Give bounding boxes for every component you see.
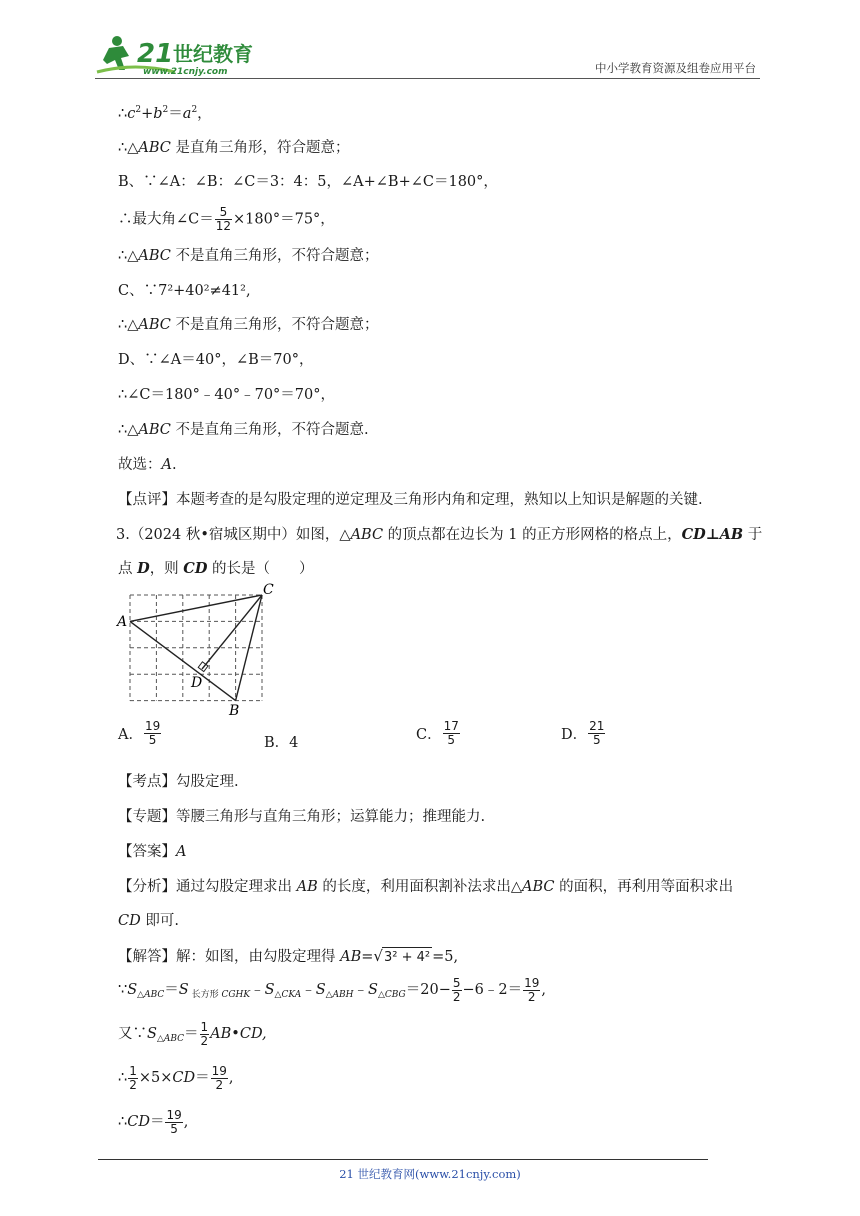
question-3-line-2: 点 D，则 CD 的长是（ ） (118, 560, 314, 577)
line-option-c: C、∵7²+40²≠41², (118, 283, 251, 299)
question-3-line-1: 3.（2024 秋•宿城区期中）如图，△ABC 的顶点都在边长为 1 的正方形网格的格点上，CD⊥AB 于 (116, 526, 763, 543)
line-area-half: 又$\because S_{\triangle ABC}=$ $\frac{1}{2}$ AB•CD, (118, 1019, 267, 1048)
grid-triangle-figure (115, 583, 285, 718)
page-header (95, 30, 760, 80)
line-max-angle: ∴最大角∠C＝ $\frac{5}{12}$ ×180°＝75°， (118, 205, 335, 233)
option-d[interactable]: D． $\frac{21}{5}$ (561, 719, 605, 747)
line-area-sum: $\because S_{\triangle ABC}=S$ $_{长方形 CGHK}﹣S_{\triangle CKA}﹣S_{\triangle ABH}﹣S_{\triangle CBG}=20-$ $\frac{5}{2}$ −6﹣2＝ $\frac{19}{2}$ , (118, 975, 546, 1004)
site-tagline: 中小学教育资源及组卷应用平台 (595, 61, 756, 75)
option-b[interactable]: B．4 (264, 735, 299, 751)
line-equation: ∴ $\frac{1}{2}$ ×5×CD＝ $\frac{19}{2}$ , (118, 1063, 234, 1092)
site-logo (95, 32, 265, 78)
line-zhuanti: 【专题】等腰三角形与直角三角形；运算能力；推理能力. (118, 809, 486, 825)
line-not-right-2: ∴△ABC 不是直角三角形，不符合题意； (118, 317, 379, 333)
logo-text: 世纪教育 (173, 42, 253, 66)
line-c2b2: $\therefore c^2+b^2=a^2$， (118, 105, 212, 122)
line-solution-ab: 【解答】解：如图，由勾股定理得 AB=√3² + 4² =5, (118, 946, 458, 968)
answer-options (118, 720, 718, 764)
option-c[interactable]: C． $\frac{17}{5}$ (416, 719, 459, 747)
line-answer: 【答案】A (118, 844, 187, 860)
line-option-d: D、∵∠A＝40°，∠B＝70°， (118, 352, 314, 368)
option-a[interactable]: A． $\frac{19}{5}$ (118, 719, 161, 747)
line-angle-c: ∴∠C＝180°﹣40°﹣70°＝70°， (118, 387, 335, 403)
line-not-right-1: ∴△ABC 不是直角三角形，不符合题意； (118, 248, 379, 264)
label-d: D (191, 675, 203, 691)
line-option-b-angles: B、∵∠A：∠B：∠C＝3：4：5，∠A+∠B+∠C＝180°， (118, 174, 498, 190)
line-analysis-1: 【分析】通过勾股定理求出 AB 的长度，利用面积割补法求出△ABC 的面积，再利用等面积求出 (118, 879, 734, 895)
line-analysis-2: CD 即可. (118, 913, 179, 929)
side-ac (130, 595, 262, 621)
footer-link[interactable]: 21 世纪教育网(www.21cnjy.com) (339, 1167, 521, 1181)
logo-url: www.21cnjy.com (143, 67, 228, 77)
line-choice: 故选：A. (118, 457, 177, 473)
header-divider (95, 78, 760, 79)
label-a: A (117, 614, 128, 630)
line-kaodian: 【考点】勾股定理. (118, 774, 239, 790)
line-result: ∴CD＝ $\frac{19}{5}$ , (118, 1107, 189, 1136)
line-right-triangle: ∴△ABC 是直角三角形，符合题意； (118, 140, 350, 156)
logo-number: 21 (137, 39, 174, 69)
line-comment: 【点评】本题考查的是勾股定理的逆定理及三角形内角和定理，熟知以上知识是解题的关键. (118, 492, 703, 508)
footer-divider (98, 1159, 708, 1160)
line-not-right-3: ∴△ABC 不是直角三角形，不符合题意. (118, 422, 369, 438)
label-b: B (229, 703, 240, 718)
label-c: C (263, 583, 274, 598)
